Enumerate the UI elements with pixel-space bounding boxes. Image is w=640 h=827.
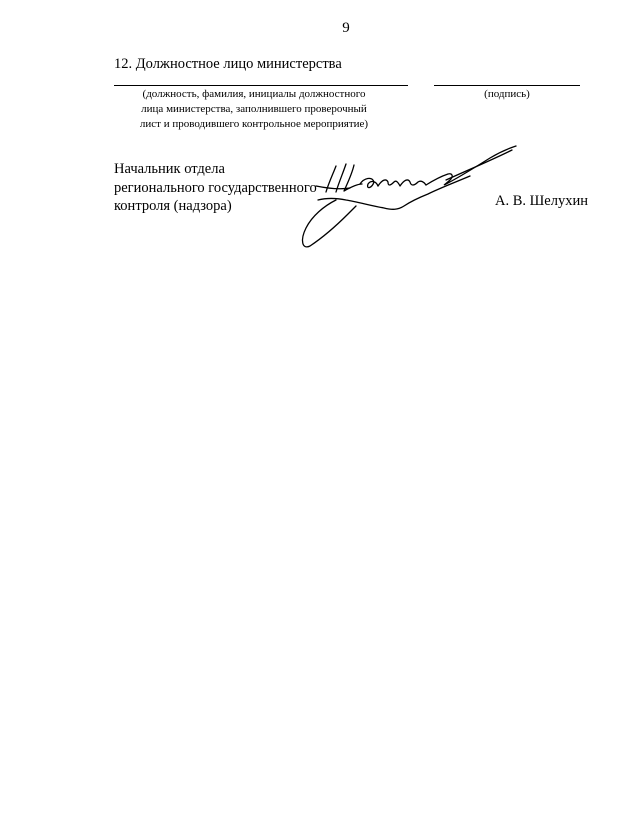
- signature-stroke: [336, 164, 346, 192]
- signature-stroke: [318, 176, 470, 209]
- official-caption-line: лист и проводившего контрольное мероприятие): [139, 118, 369, 130]
- official-caption-line: лица министерства, заполнившего проверочный: [141, 103, 367, 115]
- signature-stroke: [303, 200, 356, 247]
- page-number: 9: [342, 20, 350, 36]
- handwritten-signature: [296, 140, 520, 260]
- signature-line: [434, 85, 580, 86]
- signer-title-line: регионального государственного: [114, 179, 317, 196]
- signature-stroke: [426, 146, 516, 185]
- signature-stroke: [446, 150, 512, 180]
- signer-title: [114, 160, 317, 216]
- signature-caption: (подпись): [484, 88, 530, 100]
- official-caption-line: (должность, фамилия, инициалы должностного: [142, 88, 366, 100]
- signer-name: А. В. Шелухин: [495, 193, 588, 209]
- section-heading: 12. Должностное лицо министерства: [114, 56, 342, 72]
- official-caption: [114, 87, 394, 132]
- signer-title-line: контроля (надзора): [114, 198, 232, 214]
- signature-stroke: [360, 178, 378, 187]
- signer-title-line: Начальник отдела: [114, 161, 225, 177]
- signature-stroke: [344, 165, 362, 191]
- signature-stroke: [378, 180, 426, 186]
- official-name-line: [114, 85, 408, 86]
